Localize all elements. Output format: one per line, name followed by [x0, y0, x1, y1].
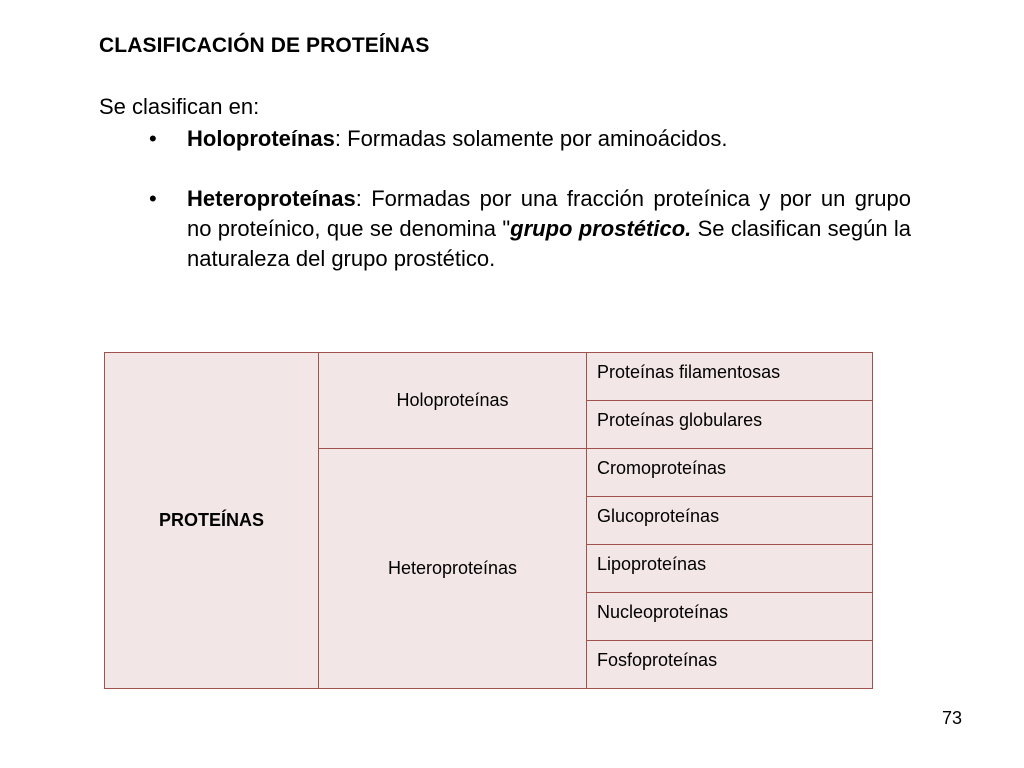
group-cell-heteroproteinas: Heteroproteínas — [319, 449, 587, 689]
bullet-holoproteinas — [99, 124, 911, 154]
slide-title: CLASIFICACIÓN DE PROTEÍNAS — [99, 34, 430, 57]
bullet-emphasis: grupo prostético. — [510, 216, 692, 241]
item-label: Proteínas globulares — [597, 410, 763, 430]
item-cell — [587, 641, 873, 689]
item-label: Proteínas filamentosas — [597, 362, 781, 382]
item-label: Cromoproteínas — [597, 458, 727, 478]
item-label: Fosfoproteínas — [597, 650, 718, 670]
page-number: 73 — [941, 708, 962, 728]
bullet-list — [99, 124, 911, 274]
intro-text: Se clasifican en: — [99, 94, 260, 119]
bullet-dot-icon: • — [149, 186, 157, 211]
bullet-text: : Formadas solamente por aminoácidos. — [334, 126, 728, 151]
item-label: Lipoproteínas — [597, 554, 707, 574]
item-label: Nucleoproteínas — [597, 602, 729, 622]
bullet-text-after: Se clasifican según la naturaleza del grupo prostético. — [187, 216, 912, 271]
classification-table — [104, 352, 873, 689]
item-cell — [587, 545, 873, 593]
item-label: Glucoproteínas — [597, 506, 720, 526]
item-cell — [587, 449, 873, 497]
bullet-term: Holoproteínas — [187, 126, 335, 151]
bullet-heteroproteinas — [99, 184, 911, 274]
item-cell — [587, 497, 873, 545]
group-cell-holoproteinas: Holoproteínas — [319, 353, 587, 449]
table-row — [105, 353, 873, 401]
item-cell — [587, 401, 873, 449]
root-cell: PROTEÍNAS — [105, 353, 319, 689]
item-cell — [587, 353, 873, 401]
bullet-dot-icon: • — [149, 126, 157, 151]
item-cell — [587, 593, 873, 641]
bullet-term: Heteroproteínas — [187, 186, 356, 211]
bullet-text: : Formadas por una fracción proteínica y por un grupo no proteínico, que se denomina " — [187, 186, 911, 241]
